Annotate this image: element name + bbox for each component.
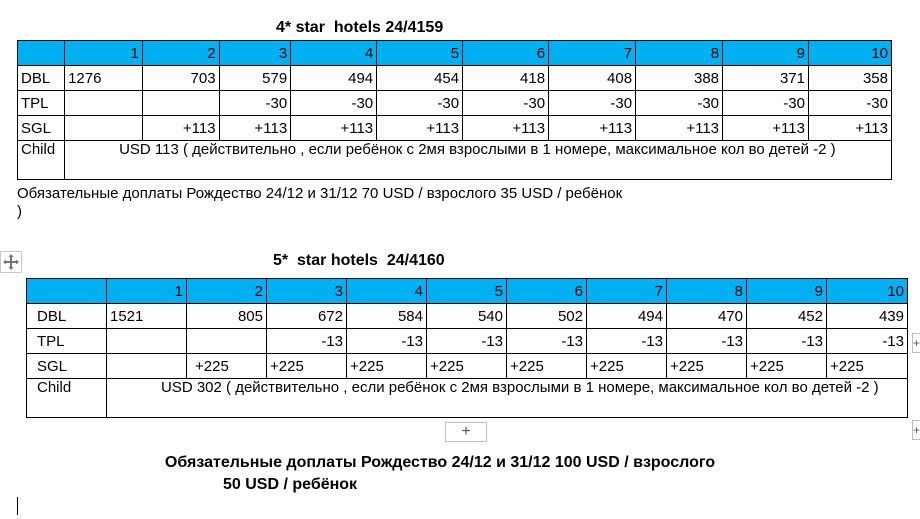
table-cell[interactable]: 408: [549, 66, 636, 91]
table-cell[interactable]: +225: [347, 354, 427, 379]
table-cell[interactable]: [142, 91, 219, 116]
note-line: ): [17, 203, 22, 220]
table-cell[interactable]: -13: [427, 329, 507, 354]
table-cell[interactable]: -13: [267, 329, 347, 354]
table-cell[interactable]: [107, 354, 187, 379]
row-label[interactable]: DBL: [18, 66, 65, 91]
table-cell[interactable]: -30: [291, 91, 377, 116]
table-cell[interactable]: +113: [463, 116, 549, 141]
table-cell[interactable]: -13: [827, 329, 908, 354]
mandatory-surcharge-note-1: [17, 185, 897, 221]
header-cell[interactable]: 7: [587, 279, 667, 304]
table-cell[interactable]: +113: [723, 116, 809, 141]
table-cell[interactable]: +225: [427, 354, 507, 379]
mandatory-surcharge-note-2: [110, 452, 770, 496]
header-cell[interactable]: 2: [187, 279, 267, 304]
header-cell[interactable]: 3: [219, 41, 291, 66]
table-cell[interactable]: +225: [827, 354, 908, 379]
table-cell[interactable]: 805: [187, 304, 267, 329]
text-cursor: [17, 497, 18, 515]
table-cell[interactable]: 584: [347, 304, 427, 329]
header-cell[interactable]: 9: [723, 41, 809, 66]
header-cell[interactable]: 8: [636, 41, 723, 66]
table-cell[interactable]: +225: [747, 354, 827, 379]
header-cell[interactable]: 5: [427, 279, 507, 304]
move-arrows-glyph: [1, 252, 21, 272]
table-cell[interactable]: 703: [142, 66, 219, 91]
table-cell[interactable]: -30: [377, 91, 463, 116]
table-cell[interactable]: 358: [808, 66, 891, 91]
table-cell[interactable]: +225: [507, 354, 587, 379]
insert-row-plus-icon[interactable]: +: [912, 333, 920, 353]
header-cell[interactable]: [27, 279, 107, 304]
table1-title: 4* star hotels 24/4159: [276, 19, 444, 36]
row-label[interactable]: TPL: [18, 91, 65, 116]
table-cell[interactable]: 454: [377, 66, 463, 91]
table1-header-row: [18, 41, 892, 66]
table-row: [18, 91, 892, 116]
row-label[interactable]: TPL: [27, 329, 107, 354]
note-line: Обязательные доплаты Рождество 24/12 и 31/12 70 USD / взрослого 35 USD / ребёнок: [17, 185, 623, 202]
table-cell[interactable]: +113: [636, 116, 723, 141]
table-cell[interactable]: -30: [636, 91, 723, 116]
table-cell[interactable]: +225: [587, 354, 667, 379]
header-cell[interactable]: 9: [747, 279, 827, 304]
table-cell[interactable]: +113: [219, 116, 291, 141]
table-cell[interactable]: -13: [587, 329, 667, 354]
table-cell[interactable]: +113: [291, 116, 377, 141]
header-cell[interactable]: 8: [667, 279, 747, 304]
table-row: [27, 354, 908, 379]
table-cell[interactable]: 579: [219, 66, 291, 91]
table-cell[interactable]: -13: [347, 329, 427, 354]
child-policy-text[interactable]: USD 113 ( действительно , если ребёнок с 2мя взрослыми в 1 номере, максимальное кол во детей -2 ): [65, 141, 892, 180]
header-cell[interactable]: [18, 41, 65, 66]
row-label[interactable]: SGL: [18, 116, 65, 141]
table-cell[interactable]: -13: [747, 329, 827, 354]
table-cell[interactable]: 502: [507, 304, 587, 329]
child-policy-text[interactable]: USD 302 ( действительно , если ребёнок с 2мя взрослыми в 1 номере, максимальное кол во детей -2 ): [107, 379, 908, 418]
table-cell[interactable]: 388: [636, 66, 723, 91]
table-cell[interactable]: +225: [667, 354, 747, 379]
table-cell[interactable]: -30: [219, 91, 291, 116]
table-row: [27, 329, 908, 354]
table-cell[interactable]: [187, 329, 267, 354]
add-row-button[interactable]: [445, 422, 487, 442]
table-cell[interactable]: -30: [808, 91, 891, 116]
table-cell[interactable]: [107, 329, 187, 354]
table-cell[interactable]: 1521: [107, 304, 187, 329]
header-cell[interactable]: 1: [65, 41, 143, 66]
plus-icon: +: [461, 423, 471, 440]
header-cell[interactable]: 5: [377, 41, 463, 66]
table-cell[interactable]: 418: [463, 66, 549, 91]
table-cell[interactable]: +113: [142, 116, 219, 141]
header-cell[interactable]: 1: [107, 279, 187, 304]
table-cell[interactable]: 494: [587, 304, 667, 329]
child-row: [27, 379, 908, 418]
table-row: [18, 116, 892, 141]
table-cell[interactable]: 494: [291, 66, 377, 91]
table-cell[interactable]: 470: [667, 304, 747, 329]
table-cell[interactable]: -30: [549, 91, 636, 116]
table-cell[interactable]: 439: [827, 304, 908, 329]
header-cell[interactable]: 4: [347, 279, 427, 304]
table-cell[interactable]: 540: [427, 304, 507, 329]
table-cell[interactable]: +225: [187, 354, 267, 379]
table-row: [18, 66, 892, 91]
table-cell[interactable]: -30: [723, 91, 809, 116]
table2: [26, 278, 908, 418]
table-cell[interactable]: -13: [667, 329, 747, 354]
table-cell[interactable]: -30: [463, 91, 549, 116]
row-label[interactable]: SGL: [27, 354, 107, 379]
move-arrows-icon[interactable]: [0, 251, 22, 273]
header-cell[interactable]: 6: [463, 41, 549, 66]
table-cell[interactable]: -13: [507, 329, 587, 354]
table-cell[interactable]: 452: [747, 304, 827, 329]
table-cell[interactable]: +113: [377, 116, 463, 141]
table-cell[interactable]: [65, 116, 143, 141]
table-cell[interactable]: 1276: [65, 66, 143, 91]
table-cell[interactable]: +113: [549, 116, 636, 141]
note-line: Обязательные доплаты Рождество 24/12 и 31/12 100 USD / взрослого: [164, 454, 716, 471]
row-label[interactable]: DBL: [27, 304, 107, 329]
table-row: [27, 304, 908, 329]
header-cell[interactable]: 2: [142, 41, 219, 66]
header-cell[interactable]: 10: [808, 41, 891, 66]
table2-header-row: [27, 279, 908, 304]
row-label[interactable]: Child: [27, 379, 107, 418]
child-row: [18, 141, 892, 180]
table1: [17, 40, 892, 180]
table2-title: 5* star hotels 24/4160: [273, 252, 445, 269]
header-cell[interactable]: 6: [507, 279, 587, 304]
note-line: 50 USD / ребёнок: [223, 476, 358, 493]
header-cell[interactable]: 10: [827, 279, 908, 304]
header-cell[interactable]: 4: [291, 41, 377, 66]
table-cell[interactable]: 371: [723, 66, 809, 91]
table-cell[interactable]: +225: [267, 354, 347, 379]
header-cell[interactable]: 7: [549, 41, 636, 66]
table-cell[interactable]: [65, 91, 143, 116]
row-label[interactable]: Child: [18, 141, 65, 180]
header-cell[interactable]: 3: [267, 279, 347, 304]
table-cell[interactable]: +113: [808, 116, 891, 141]
table-cell[interactable]: 672: [267, 304, 347, 329]
insert-row-plus-icon[interactable]: +: [912, 420, 920, 440]
